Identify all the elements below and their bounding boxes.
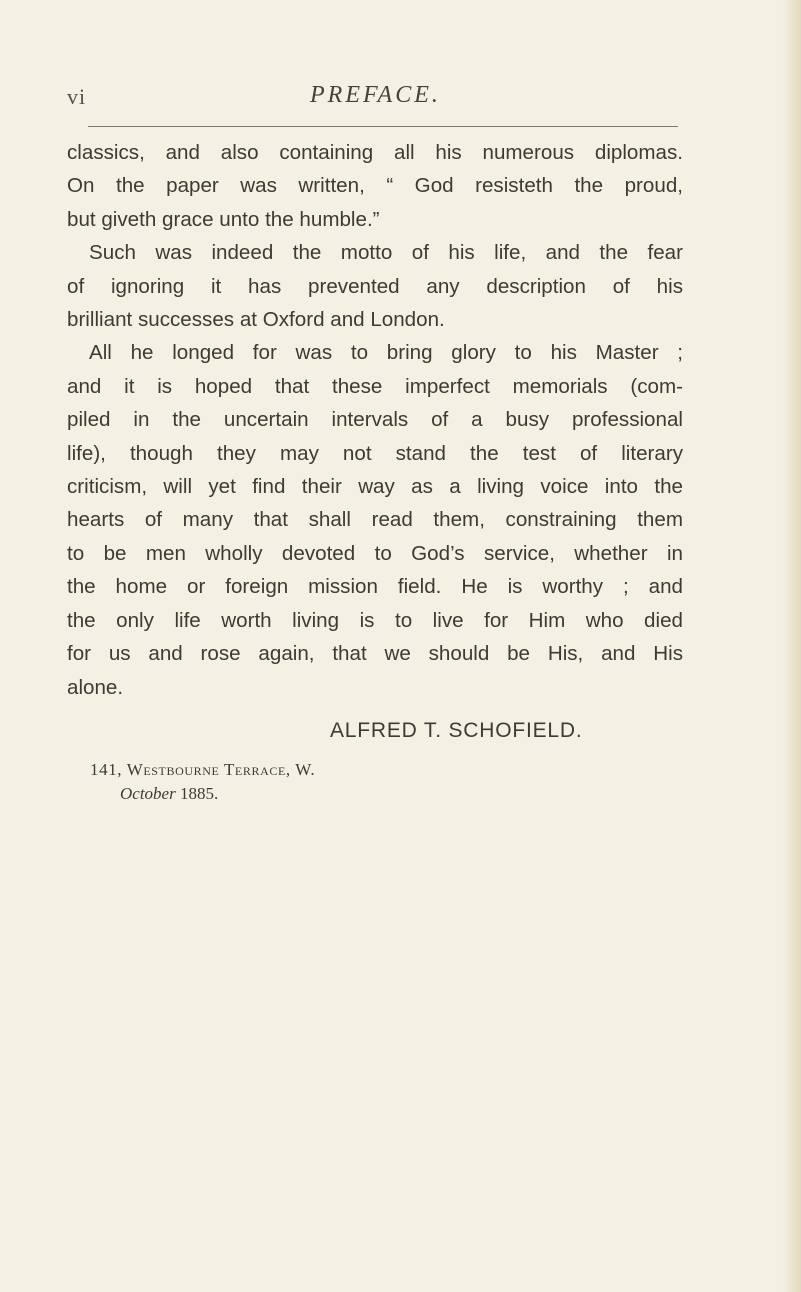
date-month: October	[120, 784, 176, 803]
body-line: Such was indeed the motto of his life, and the fear	[89, 241, 683, 265]
body-line: life), though they may not stand the test of literary	[67, 441, 683, 465]
author-signature: ALFRED T. SCHOFIELD.	[330, 719, 583, 742]
running-head: PREFACE.	[310, 82, 441, 108]
page-header	[67, 80, 679, 116]
body-line: criticism, will yet find their way as a living voice into the	[67, 475, 683, 499]
preface-body	[67, 136, 683, 704]
body-line: piled in the uncertain intervals of a busy professional	[67, 408, 683, 432]
body-line: On the paper was written, “ God resisteth the proud,	[67, 174, 683, 198]
body-line: of ignoring it has prevented any description of his	[67, 274, 683, 298]
body-line: hearts of many that shall read them, constraining them	[67, 508, 683, 532]
body-line: for us and rose again, that we should be His, and His	[67, 642, 683, 666]
body-line: the home or foreign mission field. He is worthy ; and	[67, 575, 683, 599]
header-rule	[88, 126, 678, 127]
page-edge-shadow	[783, 0, 801, 1292]
author-address: 141, Westbourne Terrace, W.	[90, 760, 316, 779]
date-year: 1885.	[179, 784, 219, 803]
preface-date	[120, 784, 218, 804]
body-line: and it is hoped that these imperfect memorials (com-	[67, 374, 683, 398]
body-line: All he longed for was to bring glory to his Master ;	[89, 341, 683, 365]
body-line: but giveth grace unto the humble.”	[67, 207, 380, 231]
body-line: the only life worth living is to live for Him who died	[67, 608, 683, 632]
body-line: alone.	[67, 675, 124, 699]
body-line: to be men wholly devoted to God’s service, whether in	[67, 541, 683, 565]
body-line: brilliant successes at Oxford and London.	[67, 308, 445, 332]
page-number: vi	[67, 84, 87, 109]
body-line: classics, and also containing all his numerous diplomas.	[67, 141, 683, 164]
